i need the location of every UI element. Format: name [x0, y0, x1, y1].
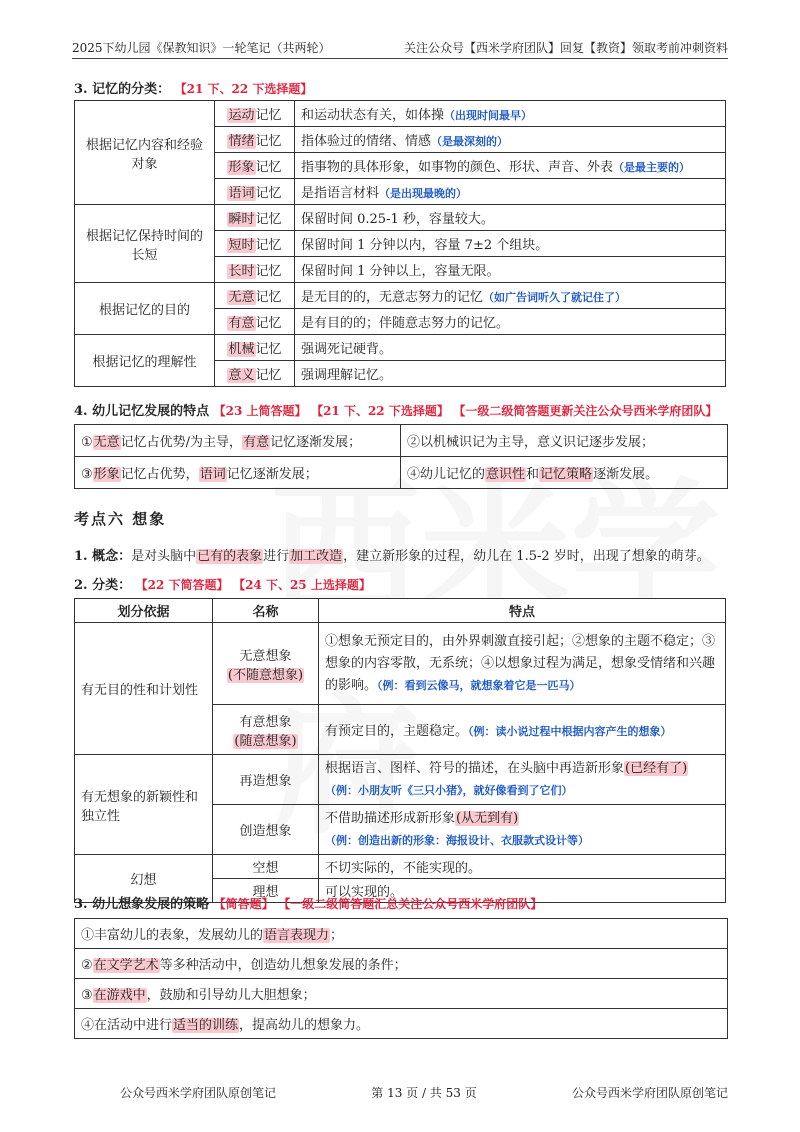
memory-type — [215, 179, 295, 205]
item-hl: 无意 — [93, 435, 120, 450]
item-hl: 语言表现力 — [264, 928, 330, 943]
item-text: ① — [81, 435, 93, 450]
development-item — [75, 457, 401, 488]
memory-type — [215, 205, 295, 231]
topic-title: 考点六 想象 — [74, 510, 167, 528]
feature-cell — [319, 855, 726, 879]
memory-desc — [295, 257, 726, 283]
name-cell — [213, 805, 319, 855]
desc-text: 保留时间 0.25-1 秒，容量较大。 — [301, 212, 494, 227]
type-rest: 记忆 — [255, 186, 282, 201]
memory-type — [215, 231, 295, 257]
memory-type — [215, 361, 295, 387]
header-right: 关注公众号【西米学府团队】回复【教资】领取考前冲刺资料 — [403, 41, 728, 55]
type-hl: 情绪 — [228, 134, 255, 149]
strategy-item — [75, 949, 727, 979]
desc-text: 保留时间 1 分钟以上，容量无限。 — [301, 264, 500, 279]
item-text: 记忆逐渐发展； — [270, 435, 362, 450]
memory-classification-title — [74, 78, 312, 97]
item-text: ①丰富幼儿的表象，发展幼儿的 — [81, 928, 264, 943]
concept-label: 1. 概念： — [74, 549, 132, 564]
type-rest: 记忆 — [255, 316, 282, 331]
name-alias: (随意想象) — [234, 733, 297, 749]
desc-text: 是指语言材料 — [301, 186, 380, 201]
memory-type — [215, 127, 295, 153]
type-hl: 有意 — [228, 316, 255, 331]
type-hl: 意义 — [228, 368, 255, 383]
desc-text: 是有目的的；伴随意志努力的记忆。 — [301, 316, 510, 331]
desc-note: （是出现最晚的） — [379, 187, 468, 200]
memory-type — [215, 309, 295, 335]
imagination-table — [74, 598, 726, 903]
feature-note: （例：创造出新的形象：海报设计、衣服款式设计等） — [325, 833, 589, 847]
strategy-title — [74, 893, 542, 912]
type-rest: 记忆 — [255, 108, 282, 123]
item-hl: 在游戏中 — [93, 988, 146, 1003]
feature-text: 根据语言、图样、符号的描述，在头脑中再造新形象 — [325, 760, 625, 776]
item-text: 记忆占优势/为主导， — [120, 435, 243, 450]
memory-type — [215, 335, 295, 361]
development-item — [401, 457, 727, 488]
section-title: 3. 幼儿想象发展的策略 — [74, 897, 210, 912]
basis-text: 根据记忆保持时间的长短 — [85, 228, 203, 263]
memory-desc — [295, 283, 726, 309]
type-hl: 形象 — [228, 160, 255, 175]
name-text: 再造想象 — [239, 774, 292, 789]
page-number: 第 13 页 / 共 53 页 — [371, 1086, 477, 1100]
name-cell — [213, 855, 319, 879]
item-text: 逐渐发展。 — [593, 467, 659, 482]
memory-desc — [295, 361, 726, 387]
basis-cell — [75, 335, 215, 387]
item-text: ，提高幼儿的想象力。 — [239, 1018, 370, 1033]
development-item — [75, 425, 401, 457]
basis-text: 根据记忆的理解性 — [92, 355, 197, 370]
type-rest: 记忆 — [255, 368, 282, 383]
col-header: 划分依据 — [75, 599, 213, 623]
feature-cell — [319, 705, 726, 755]
desc-text: 和运动状态有关，如体操 — [301, 108, 445, 123]
feature-hl: (已经有了) — [625, 760, 688, 776]
item-hl: 意识性 — [486, 467, 526, 482]
feature-hl: (从无到有) — [456, 810, 519, 826]
memory-type — [215, 283, 295, 309]
type-hl: 语词 — [228, 186, 255, 201]
exam-tag: 【一级二级简答题更新关注公众号西米学府团队】 — [453, 404, 718, 418]
col-header: 特点 — [319, 599, 726, 623]
name-text: 创造想象 — [239, 824, 292, 839]
footer-left: 公众号西米学府团队原创笔记 — [120, 1086, 277, 1100]
type-rest: 记忆 — [255, 238, 282, 253]
item-text: ④幼儿记忆的 — [407, 467, 486, 482]
basis-text: 根据记忆的目的 — [98, 303, 190, 318]
item-hl: 记忆策略 — [540, 467, 593, 482]
type-hl: 无意 — [228, 290, 255, 305]
item-hl: 适当的训练 — [173, 1018, 239, 1033]
development-item — [401, 425, 727, 457]
feature-text: ①想象无预定目的，由外界刺激直接引起；②想象的主题不稳定；③想象的内容零散，无系统；④以想象过程为满足，想象受情绪和兴趣的影响。 — [325, 633, 716, 693]
exam-tag: 【23 上简答题】 — [213, 404, 307, 418]
feature-note: （例：读小说过程中根据内容产生的想象） — [468, 725, 672, 738]
item-hl: 在文学艺术 — [93, 958, 159, 973]
concept-hl: 加工改造 — [290, 549, 343, 564]
basis-text: 幻想 — [130, 873, 157, 888]
type-hl: 短时 — [228, 238, 255, 253]
name-text: 理想 — [252, 885, 279, 900]
concept-paragraph — [74, 545, 710, 564]
memory-desc — [295, 179, 726, 205]
section-title: 4. 幼儿记忆发展的特点 — [74, 404, 210, 419]
memory-desc — [295, 309, 726, 335]
exam-tag: 【21 下、22 下选择题】 — [174, 82, 313, 96]
item-text: 等多种活动中，创造幼儿想象发展的条件； — [159, 958, 407, 973]
desc-text: 是无目的的，无意志努力的记忆 — [301, 290, 484, 305]
feature-note: （例：看到云像马，就想象着它是一匹马） — [377, 678, 581, 692]
name-cell — [213, 755, 319, 805]
feature-text: 不借助描述形成新形象 — [325, 810, 456, 826]
strategy-item — [75, 979, 727, 1009]
feature-text: 有预定目的，主题稳定。 — [325, 724, 469, 739]
item-text: 记忆逐渐发展； — [226, 467, 318, 482]
exam-tag: 【一级二级简答题汇总关注公众号西米学府团队】 — [278, 897, 543, 911]
feature-note: （例：小朋友听《三只小猪》，就好像看到了它们） — [325, 783, 573, 797]
type-rest: 记忆 — [255, 342, 282, 357]
basis-cell — [75, 283, 215, 335]
item-text: ④在活动中进行 — [81, 1018, 173, 1033]
memory-classification-table — [74, 100, 726, 387]
concept-text: 是对头脑中 — [131, 549, 197, 564]
exam-tag: 【22 下简答题】 — [135, 578, 229, 592]
memory-desc — [295, 101, 726, 127]
feature-cell — [319, 623, 726, 705]
exam-tag: 【24 下、25 上选择题】 — [233, 578, 371, 592]
desc-note: （如广告词听久了就记住了） — [483, 291, 627, 304]
name-text: 空想 — [252, 861, 279, 876]
desc-note: （出现时间最早） — [444, 109, 533, 122]
basis-text: 有无目的性和计划性 — [81, 683, 199, 698]
strategy-box — [74, 918, 728, 1039]
footer-right: 公众号西米学府团队原创笔记 — [571, 1086, 728, 1100]
name-cell — [213, 623, 319, 705]
type-rest: 记忆 — [255, 134, 282, 149]
name-text: 有意想象 — [239, 714, 292, 730]
item-text: 记忆占优势， — [120, 467, 199, 482]
basis-text: 有无想象的新颖性和独立性 — [81, 789, 199, 824]
imagination-classification-title — [74, 574, 371, 593]
desc-note: （是最深刻的） — [431, 135, 509, 148]
desc-text: 指事物的具体形象，如事物的颜色、形状、声音、外表 — [301, 160, 614, 175]
memory-development-box — [74, 424, 728, 489]
page-footer — [120, 1084, 728, 1101]
strategy-item — [75, 919, 727, 949]
memory-development-title — [74, 400, 717, 419]
section-title: 2. 分类： — [74, 578, 132, 593]
item-hl: 有意 — [243, 435, 270, 450]
basis-cell — [75, 101, 215, 205]
type-rest: 记忆 — [255, 212, 282, 227]
concept-text: 进行 — [263, 549, 290, 564]
item-text: ； — [330, 928, 344, 943]
col-header: 名称 — [213, 599, 319, 623]
item-text: ② — [81, 958, 93, 973]
item-hl: 形象 — [93, 467, 120, 482]
exam-tag: 【简答题】 — [213, 897, 274, 911]
desc-text: 强调理解记忆。 — [301, 368, 393, 383]
basis-text: 根据记忆内容和经验对象 — [85, 137, 203, 172]
item-hl: 语词 — [199, 467, 226, 482]
type-hl: 瞬时 — [228, 212, 255, 227]
memory-desc — [295, 231, 726, 257]
item-text: ③ — [81, 988, 93, 1003]
memory-type — [215, 153, 295, 179]
strategy-item — [75, 1009, 727, 1038]
basis-cell — [75, 755, 213, 855]
desc-text: 保留时间 1 分钟以内，容量 7±2 个组块。 — [301, 238, 549, 253]
desc-note: （是最主要的） — [613, 161, 691, 174]
type-hl: 机械 — [228, 342, 255, 357]
feature-cell — [319, 805, 726, 855]
exam-tag: 【21 下、22 下选择题】 — [311, 404, 449, 418]
concept-hl: 已有的表象 — [197, 549, 263, 564]
desc-text: 指体验过的情绪、情感 — [301, 134, 432, 149]
item-text: 和 — [526, 467, 540, 482]
type-rest: 记忆 — [255, 290, 282, 305]
name-text: 无意想象 — [239, 648, 292, 664]
item-text: ，鼓励和引导幼儿大胆想象； — [146, 988, 316, 1003]
memory-desc — [295, 127, 726, 153]
memory-desc — [295, 153, 726, 179]
memory-desc — [295, 335, 726, 361]
concept-text: ，建立新形象的过程，幼儿在 1.5-2 岁时，出现了想象的萌芽。 — [343, 549, 710, 564]
type-rest: 记忆 — [255, 264, 282, 279]
basis-cell — [75, 623, 213, 755]
memory-type — [215, 101, 295, 127]
item-text: ②以机械识记为主导，意义识记逐步发展； — [407, 435, 655, 450]
name-cell — [213, 705, 319, 755]
section-title: 3. 记忆的分类： — [74, 82, 171, 97]
name-alias: (不随意想象) — [227, 667, 304, 683]
type-hl: 运动 — [228, 108, 255, 123]
desc-text: 强调死记硬背。 — [301, 342, 393, 357]
item-text: ③ — [81, 467, 93, 482]
feature-cell — [319, 755, 726, 805]
memory-type — [215, 257, 295, 283]
feature-text: 不切实际的，不能实现的。 — [325, 861, 482, 876]
page-header — [72, 36, 728, 59]
feature-text: 可以实现的。 — [325, 885, 404, 900]
type-rest: 记忆 — [255, 160, 282, 175]
memory-desc — [295, 205, 726, 231]
header-left: 2025下幼儿园《保教知识》一轮笔记（共两轮） — [72, 41, 331, 55]
basis-cell — [75, 205, 215, 283]
type-hl: 长时 — [228, 264, 255, 279]
